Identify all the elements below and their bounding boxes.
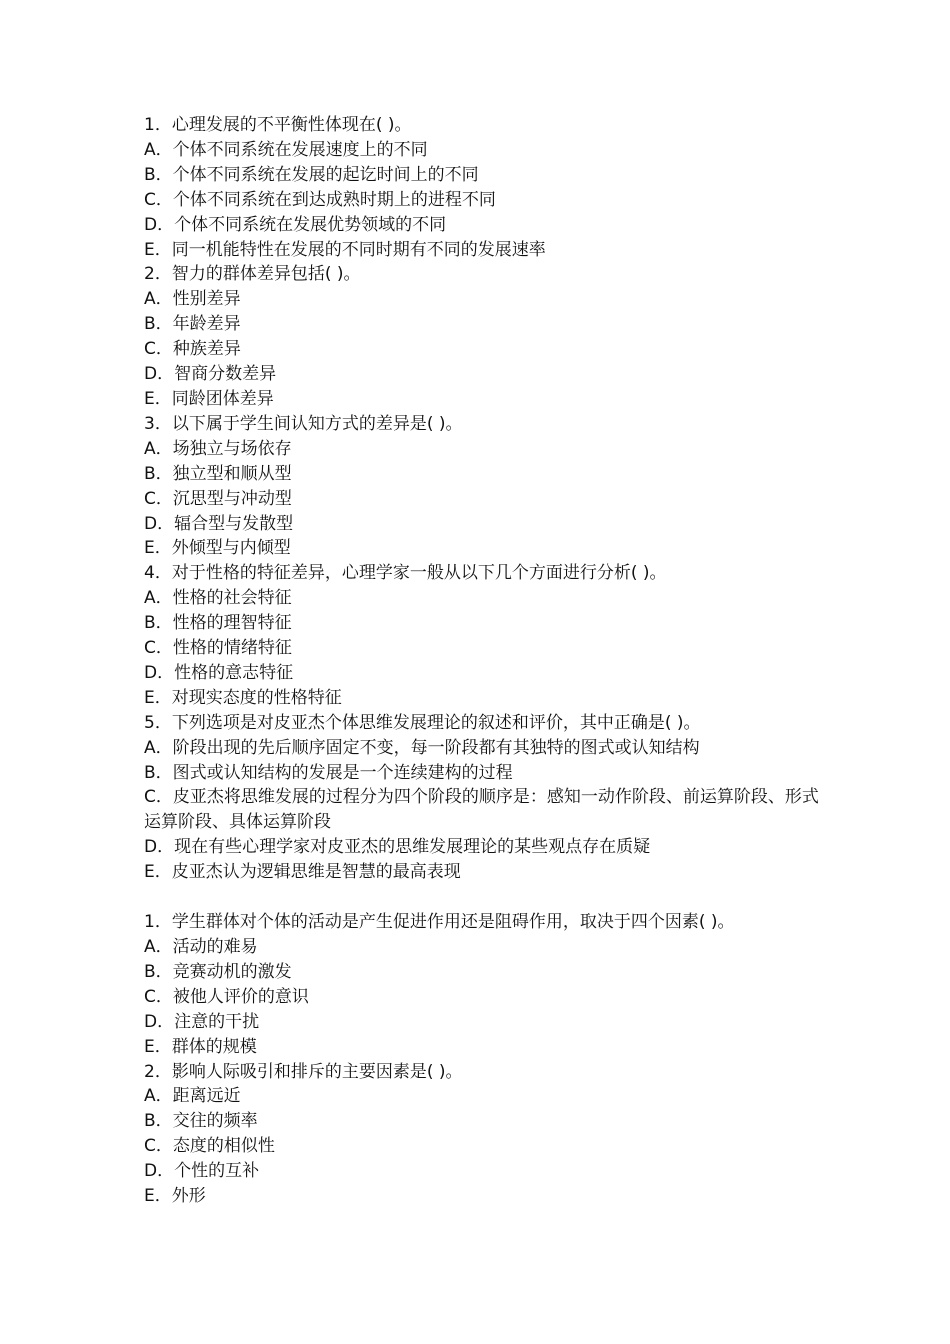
option-text: D．个性的互补 — [144, 1161, 260, 1182]
option-text: C．性格的情绪特征 — [144, 638, 292, 659]
question-text: 1．学生群体对个体的活动是产生促进作用还是阻碍作用，取决于四个因素( )。 — [144, 912, 735, 933]
question-text: 2．影响人际吸引和排斥的主要因素是( )。 — [144, 1061, 463, 1082]
question-text: 4．对于性格的特征差异，心理学家一般从以下几个方面进行分析( )。 — [144, 563, 667, 584]
option-text: E．外倾型与内倾型 — [144, 538, 291, 559]
option-text: E．同一机能特性在发展的不同时期有不同的发展速率 — [144, 239, 546, 260]
option-text: C．种族差异 — [144, 339, 241, 360]
option-text: C．皮亚杰将思维发展的过程分为四个阶段的顺序是：感知一动作阶段、前运算阶段、形式运算阶段、具体运算阶段 — [144, 787, 819, 833]
option-text: B．年龄差异 — [144, 314, 241, 335]
option-text: A．阶段出现的先后顺序固定不变，每一阶段都有其独特的图式或认知结构 — [144, 737, 700, 758]
option-text: E．皮亚杰认为逻辑思维是智慧的最高表现 — [144, 862, 461, 883]
option-text: E．群体的规模 — [144, 1036, 257, 1057]
option-text: E．外形 — [144, 1186, 206, 1207]
option-text: A．性格的社会特征 — [144, 588, 292, 609]
option-text: E．同龄团体差异 — [144, 388, 274, 409]
option-text: D．辐合型与发散型 — [144, 513, 294, 534]
option-text: B．交往的频率 — [144, 1111, 258, 1132]
question-section-1 — [144, 113, 824, 885]
option-text: A．活动的难易 — [144, 937, 258, 957]
option-text: B．个体不同系统在发展的起讫时间上的不同 — [144, 164, 479, 185]
option-text: D．智商分数差异 — [144, 364, 277, 385]
option-text: B．性格的理智特征 — [144, 613, 292, 634]
question-section-2 — [144, 910, 824, 1209]
option-text: B．独立型和顺从型 — [144, 463, 292, 484]
option-text: B．竞赛动机的激发 — [144, 961, 292, 982]
question-text: 1．心理发展的不平衡性体现在( )。 — [144, 115, 412, 135]
question-text: 3．以下属于学生间认知方式的差异是( )。 — [144, 413, 463, 434]
option-text: E．对现实态度的性格特征 — [144, 687, 342, 708]
option-text: D．注意的干扰 — [144, 1011, 260, 1032]
option-text: A．距离远近 — [144, 1086, 241, 1107]
option-text: C．态度的相似性 — [144, 1136, 275, 1157]
option-text: C．沉思型与冲动型 — [144, 488, 292, 509]
document-page — [144, 113, 824, 1209]
option-text: B．图式或认知结构的发展是一个连续建构的过程 — [144, 762, 513, 783]
option-text: A．性别差异 — [144, 289, 241, 310]
option-text: D．性格的意志特征 — [144, 662, 294, 683]
option-text: D．个体不同系统在发展优势领域的不同 — [144, 214, 447, 235]
option-text: A．场独立与场依存 — [144, 438, 292, 459]
option-text: A．个体不同系统在发展速度上的不同 — [144, 139, 428, 160]
option-text: C．个体不同系统在到达成熟时期上的进程不同 — [144, 189, 496, 210]
option-text: C．被他人评价的意识 — [144, 986, 309, 1007]
question-text: 5．下列选项是对皮亚杰个体思维发展理论的叙述和评价，其中正确是( )。 — [144, 712, 701, 733]
question-text: 2．智力的群体差异包括( )。 — [144, 264, 361, 285]
option-text: D．现在有些心理学家对皮亚杰的思维发展理论的某些观点存在质疑 — [144, 837, 651, 858]
